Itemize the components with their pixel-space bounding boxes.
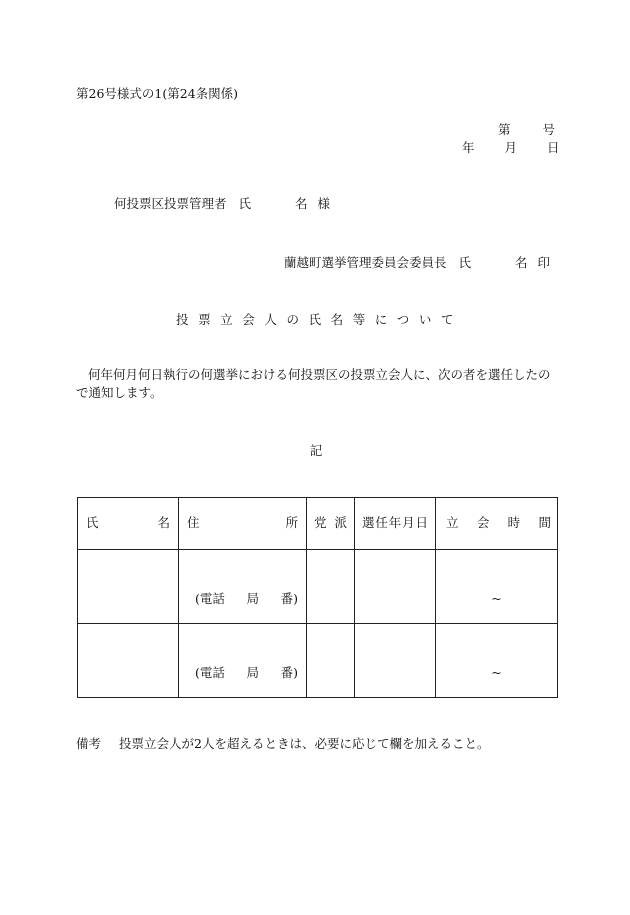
body-paragraph: 何年何月何日執行の何選挙における何投票区の投票立会人に、次の者を選任したので通知します。 bbox=[76, 367, 551, 400]
cell-party bbox=[307, 624, 355, 698]
cell-hours bbox=[436, 550, 558, 624]
date-month: 月 bbox=[504, 140, 518, 155]
hours-range-mark: ~ bbox=[491, 664, 502, 680]
addressee-sama: 様 bbox=[317, 196, 331, 211]
cell-name bbox=[78, 550, 179, 624]
header-party: 党 派 bbox=[307, 498, 355, 550]
cell-name bbox=[78, 624, 179, 698]
witness-table bbox=[77, 497, 558, 698]
remark-text: 投票立会人が2人を超えるときは、必要に応じて欄を加えること。 bbox=[119, 736, 490, 751]
date-day: 日 bbox=[547, 140, 560, 155]
addressee-mei: 名 bbox=[295, 196, 308, 211]
sender-mei: 名 bbox=[515, 255, 528, 270]
cell-appointed-date bbox=[355, 624, 436, 698]
cell-party bbox=[307, 550, 355, 624]
hours-range-mark: ~ bbox=[491, 590, 502, 606]
phone-note: (電話 局 番) bbox=[195, 590, 298, 606]
sender-shi: 氏 bbox=[458, 255, 472, 270]
header-appointed-date: 選 任 年 月 日 bbox=[355, 498, 436, 550]
document-number-line bbox=[498, 124, 555, 137]
addressee-line bbox=[114, 198, 330, 211]
sender-title: 蘭越町選挙管理委員会委員長 bbox=[284, 255, 447, 270]
table-row bbox=[78, 624, 558, 698]
addressee-shi: 氏 bbox=[238, 196, 252, 211]
seal-mark: 印 bbox=[537, 255, 551, 270]
sender-line bbox=[284, 257, 550, 270]
number-prefix: 第 bbox=[498, 122, 511, 137]
form-number: 第26号様式の1(第24条関係) bbox=[76, 86, 239, 101]
phone-note: (電話 局 番) bbox=[195, 664, 298, 680]
addressee-title: 何投票区投票管理者 bbox=[114, 196, 227, 211]
date-line bbox=[462, 142, 560, 155]
header-name: 氏 名 bbox=[78, 498, 179, 550]
remark-line bbox=[76, 738, 489, 751]
cell-address bbox=[179, 550, 307, 624]
header-hours: 立 会 時 間 bbox=[436, 498, 558, 550]
number-suffix: 号 bbox=[542, 122, 556, 137]
date-year: 年 bbox=[462, 140, 475, 155]
table-header-row bbox=[78, 498, 558, 550]
cell-appointed-date bbox=[355, 550, 436, 624]
table-row bbox=[78, 550, 558, 624]
cell-hours bbox=[436, 624, 558, 698]
document-title: 投票立会人の氏名等について bbox=[175, 312, 464, 327]
header-address: 住 所 bbox=[179, 498, 307, 550]
ki-heading: 記 bbox=[309, 443, 323, 458]
cell-address bbox=[179, 624, 307, 698]
remark-label: 備考 bbox=[76, 736, 102, 751]
